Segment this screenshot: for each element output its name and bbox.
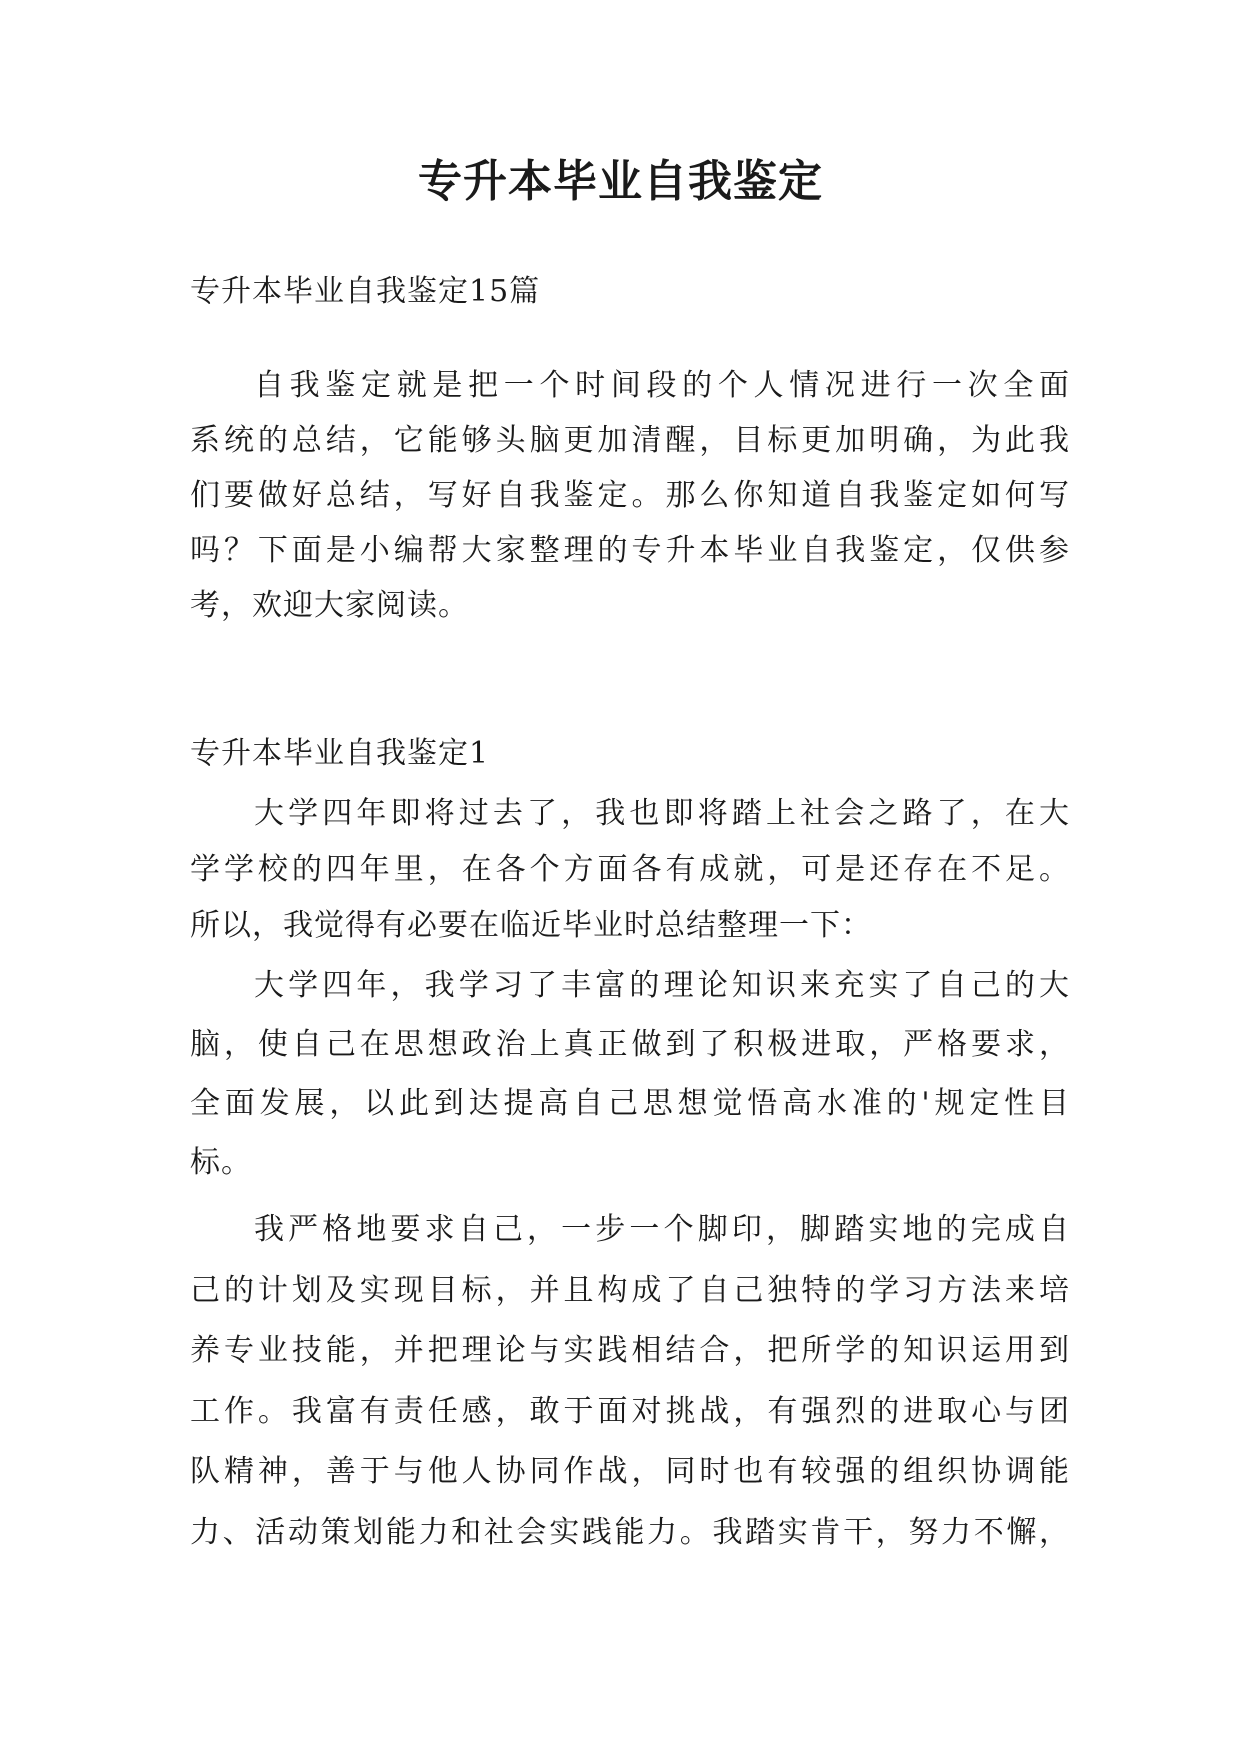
paragraph-line: 学学校的四年里，在各个方面各有成就，可是还存在不足。	[190, 852, 1070, 887]
paragraph-line: 标。	[190, 1145, 252, 1180]
paragraph-line: 养专业技能，并把理论与实践相结合，把所学的知识运用到	[190, 1333, 1070, 1368]
paragraph-line: 全面发展，以此到达提高自己思想觉悟高水准的'规定性目	[190, 1086, 1070, 1121]
section-heading: 专升本毕业自我鉴定1	[190, 736, 490, 771]
paragraph-line: 们要做好总结，写好自我鉴定。那么你知道自我鉴定如何写	[190, 478, 1070, 513]
paragraph-line: 考，欢迎大家阅读。	[190, 588, 469, 623]
paragraph-line: 力、活动策划能力和社会实践能力。我踏实肯干，努力不懈，	[190, 1515, 1070, 1550]
paragraph-line: 队精神，善于与他人协同作战，同时也有较强的组织协调能	[190, 1454, 1070, 1489]
paragraph-line: 己的计划及实现目标，并且构成了自己独特的学习方法来培	[190, 1273, 1070, 1308]
paragraph-line: 工作。我富有责任感，敢于面对挑战，有强烈的进取心与团	[190, 1394, 1070, 1429]
document-title: 专升本毕业自我鉴定	[418, 156, 823, 207]
paragraph-line: 所以，我觉得有必要在临近毕业时总结整理一下：	[190, 908, 872, 943]
paragraph-line: 吗？下面是小编帮大家整理的专升本毕业自我鉴定，仅供参	[190, 533, 1070, 568]
paragraph-line: 大学四年即将过去了，我也即将踏上社会之路了，在大	[254, 796, 1070, 831]
paragraph-line: 大学四年，我学习了丰富的理论知识来充实了自己的大	[254, 968, 1070, 1003]
paragraph-line: 系统的总结，它能够头脑更加清醒，目标更加明确，为此我	[190, 423, 1070, 458]
document-subtitle: 专升本毕业自我鉴定15篇	[190, 274, 541, 309]
paragraph-line: 脑，使自己在思想政治上真正做到了积极进取，严格要求，	[190, 1027, 1070, 1062]
paragraph-line: 自我鉴定就是把一个时间段的个人情况进行一次全面	[254, 368, 1070, 403]
paragraph-line: 我严格地要求自己，一步一个脚印，脚踏实地的完成自	[254, 1212, 1070, 1247]
